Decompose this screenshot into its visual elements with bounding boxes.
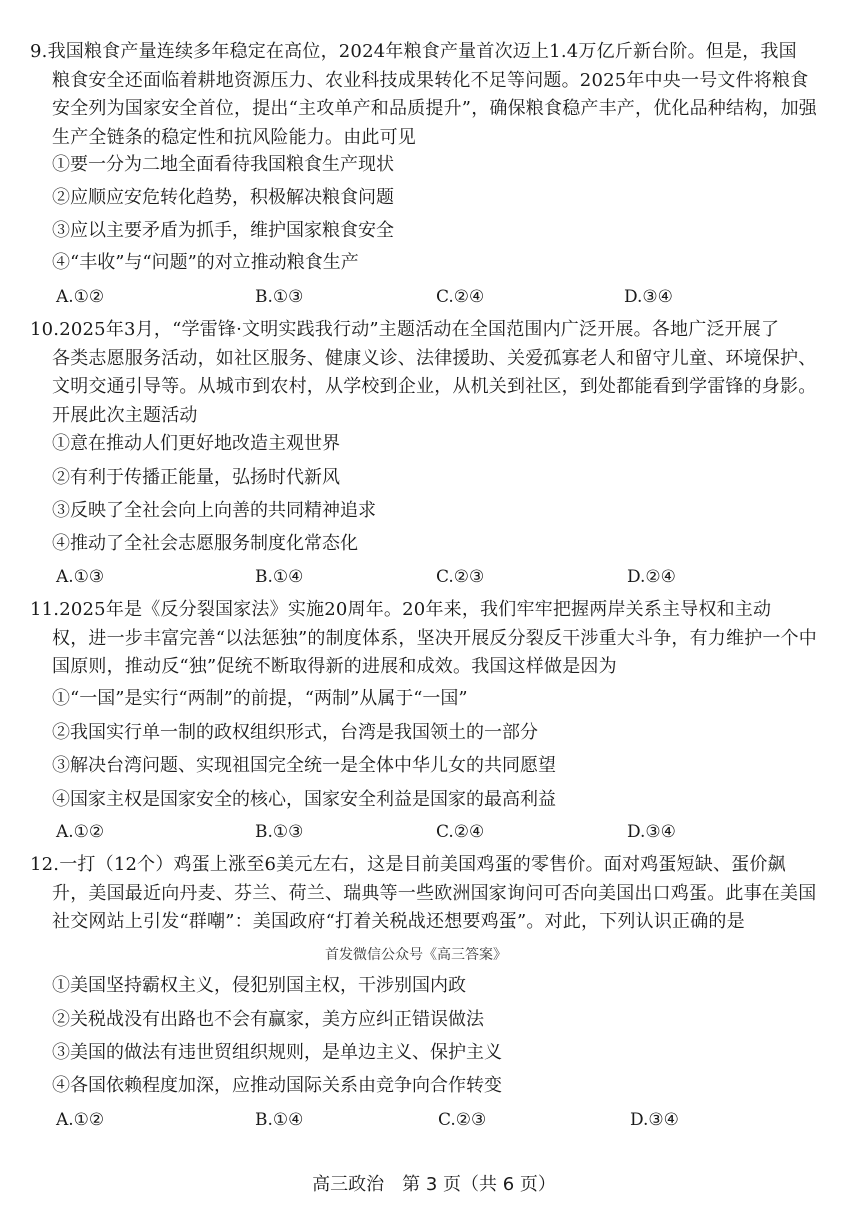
page-footer: 高三政治 第 3 页（共 6 页） bbox=[312, 1174, 556, 1195]
question-12-stem bbox=[30, 851, 820, 937]
question-9-choice-a: A.①② bbox=[56, 287, 105, 307]
question-9-stem bbox=[30, 38, 820, 152]
question-12-item-1: ①美国坚持霸权主义，侵犯别国主权，干涉别国内政 bbox=[52, 975, 466, 996]
question-9-item-2: ②应顺应安危转化趋势，积极解决粮食问题 bbox=[52, 187, 394, 208]
question-12-body: 升，美国最近向丹麦、芬兰、荷兰、瑞典等一些欧洲国家询问可否向美国出口鸡蛋。此事在美国社交网站上引发“群嘲”：美国政府“打着关税战还想要鸡蛋”。对此，下列认识正确的是 bbox=[52, 882, 817, 932]
question-9-body: 粮食安全还面临着耕地资源压力、农业科技成果转化不足等问题。2025年中央一号文件将粮食安全列为国家安全首位，提出“主攻单产和品质提升”，确保粮食稳产丰产，优化品种结构，加强生产全链条的稳定性和抗风险能力。由此可见 bbox=[52, 69, 817, 148]
question-10-item-3: ③反映了全社会向上向善的共同精神追求 bbox=[52, 500, 376, 521]
question-10-item-1: ①意在推动人们更好地改造主观世界 bbox=[52, 433, 340, 454]
question-12-choice-b: B.①④ bbox=[255, 1110, 304, 1130]
question-11-choice-a: A.①② bbox=[56, 822, 105, 842]
question-10-stem bbox=[30, 316, 820, 430]
question-10-choice-b: B.①④ bbox=[255, 567, 304, 587]
question-11-item-3: ③解决台湾问题、实现祖国完全统一是全体中华儿女的共同愿望 bbox=[52, 755, 556, 776]
question-9-item-3: ③应以主要矛盾为抓手，维护国家粮食安全 bbox=[52, 220, 394, 241]
question-11-item-4: ④国家主权是国家安全的核心，国家安全利益是国家的最高利益 bbox=[52, 789, 556, 810]
question-11-choice-b: B.①③ bbox=[255, 822, 304, 842]
question-12-item-3: ③美国的做法有违世贸组织规则，是单边主义、保护主义 bbox=[52, 1042, 502, 1063]
question-10-item-4: ④推动了全社会志愿服务制度化常态化 bbox=[52, 533, 358, 554]
question-9-first-line: 9.我国粮食产量连续多年稳定在高位，2024年粮食产量首次迈上1.4万亿斤新台阶。但是，我国 bbox=[30, 41, 797, 62]
watermark-text: 首发微信公众号《高三答案》 bbox=[325, 947, 507, 963]
question-12-first-line: 12.一打（12个）鸡蛋上涨至6美元左右，这是目前美国鸡蛋的零售价。面对鸡蛋短缺、蛋价飙 bbox=[30, 854, 786, 875]
question-10-choice-d: D.②④ bbox=[627, 567, 676, 587]
question-9-choice-b: B.①③ bbox=[255, 287, 304, 307]
question-9-choice-c: C.②④ bbox=[436, 287, 485, 307]
question-10-first-line: 10.2025年3月，“学雷锋·文明实践我行动”主题活动在全国范围内广泛开展。各地广泛开展了 bbox=[30, 319, 780, 340]
question-11-choice-d: D.③④ bbox=[627, 822, 676, 842]
question-12-choice-d: D.③④ bbox=[630, 1110, 679, 1130]
question-11-item-2: ②我国实行单一制的政权组织形式，台湾是我国领土的一部分 bbox=[52, 722, 538, 743]
question-12-item-4: ④各国依赖程度加深，应推动国际关系由竞争向合作转变 bbox=[52, 1075, 502, 1096]
question-10-item-2: ②有利于传播正能量，弘扬时代新风 bbox=[52, 467, 340, 488]
question-11-body: 权，进一步丰富完善“以法惩独”的制度体系，坚决开展反分裂反干涉重大斗争，有力维护一个中国原则，推动反“独”促统不断取得新的进展和成效。我国这样做是因为 bbox=[52, 627, 817, 677]
question-12-choice-c: C.②③ bbox=[438, 1110, 487, 1130]
question-11-choice-c: C.②④ bbox=[436, 822, 485, 842]
question-10-choice-a: A.①③ bbox=[56, 567, 105, 587]
question-12-choice-a: A.①② bbox=[56, 1110, 105, 1130]
question-11-item-1: ①“一国”是实行“两制”的前提，“两制”从属于“一国” bbox=[52, 688, 468, 709]
question-9-choice-d: D.③④ bbox=[624, 287, 673, 307]
question-10-choice-c: C.②③ bbox=[436, 567, 485, 587]
question-11-first-line: 11.2025年是《反分裂国家法》实施20周年。20年来，我们牢牢把握两岸关系主导权和主动 bbox=[30, 599, 772, 620]
question-9-item-4: ④“丰收”与“问题”的对立推动粮食生产 bbox=[52, 252, 359, 273]
question-11-stem bbox=[30, 596, 820, 682]
question-10-body: 各类志愿服务活动，如社区服务、健康义诊、法律援助、关爱孤寡老人和留守儿童、环境保护、文明交通引导等。从城市到农村，从学校到企业，从机关到社区，到处都能看到学雷锋的身影。开展此次主题活动 bbox=[52, 347, 817, 426]
question-12-item-2: ②关税战没有出路也不会有赢家，美方应纠正错误做法 bbox=[52, 1009, 484, 1030]
question-9-item-1: ①要一分为二地全面看待我国粮食生产现状 bbox=[52, 154, 394, 175]
